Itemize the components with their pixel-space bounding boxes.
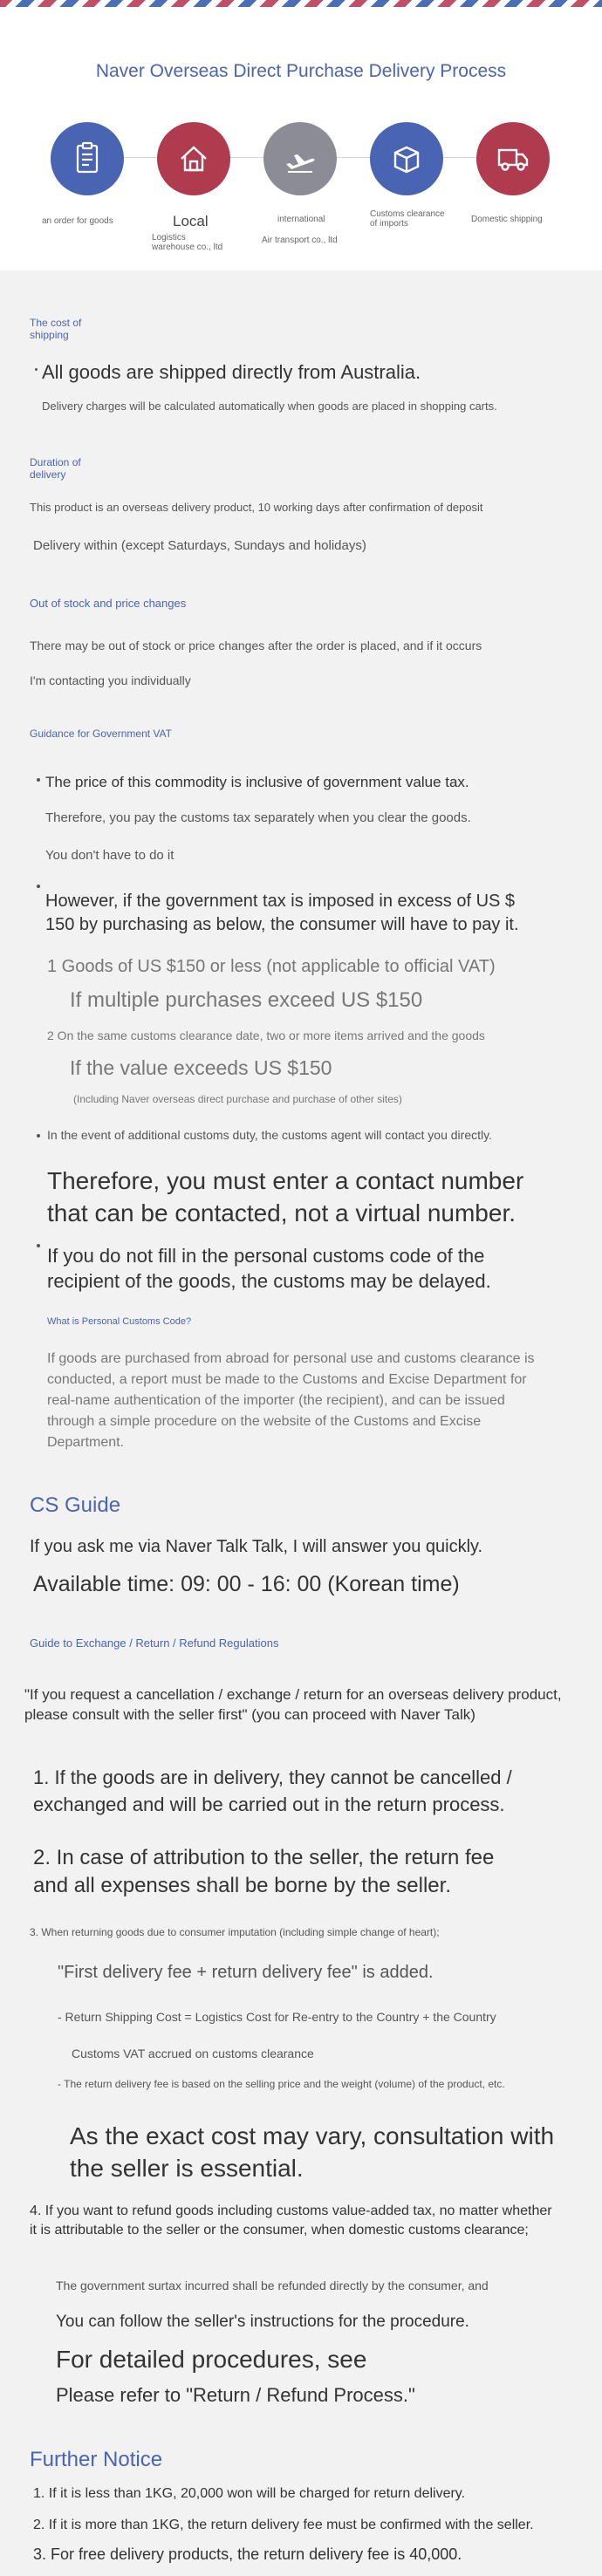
vat-line5: In the event of additional customs duty, the customs agent will contact you directly. [47, 1128, 492, 1142]
step-label-international: international [277, 215, 325, 224]
shipping-cost-line2: Delivery charges will be calculated automatically when goods are placed in shopping carts. [42, 400, 497, 413]
home-icon [157, 122, 230, 195]
step-label-customs: Customs clearance of imports [370, 209, 445, 229]
exchange-p1: 1. If the goods are in delivery, they cannot be cancelled / exchanged and will be carried out in the return process. [33, 1766, 512, 1815]
notice-item-2: 2. If it is more than 1KG, the return delivery fee must be confirmed with the seller. [33, 2518, 534, 2532]
process-title: Naver Overseas Direct Purchase Delivery Process [95, 61, 507, 81]
step-label-order: an order for goods [42, 216, 113, 226]
airmail-border [0, 0, 602, 7]
step-label-local: Local [173, 213, 209, 229]
order-form-icon [51, 122, 124, 195]
truck-icon [476, 122, 550, 195]
bullet [37, 778, 40, 782]
duration-line1: This product is an overseas delivery product, 10 working days after confirmation of deposit [30, 501, 483, 514]
process-section [0, 7, 602, 270]
exchange-p2: 2. In case of attribution to the seller, the return fee and all expenses shall be borne by the seller. [33, 1846, 495, 1897]
exchange-p3: 3. When returning goods due to consumer imputation (including simple change of heart); [30, 1926, 440, 1938]
vat-line6: Therefore, you must enter a contact number that can be contacted, not a virtual number. [47, 1167, 524, 1227]
stock-line2: I'm contacting you individually [30, 673, 191, 687]
exchange-heading: Guide to Exchange / Return / Refund Regulations [30, 1636, 279, 1650]
box-icon [370, 122, 443, 195]
exchange-p3e: As the exact cost may vary, consultation with the seller is essential. [70, 2122, 555, 2182]
exchange-p4d: Please refer to "Return / Refund Process." [56, 2384, 415, 2406]
notice-heading: Further Notice [30, 2448, 163, 2471]
exchange-p4a: The government surtax incurred shall be refunded directly by the consumer, and [56, 2279, 489, 2292]
vat-heading: Guidance for Government VAT [30, 728, 172, 740]
airplane-icon [263, 122, 337, 195]
step-label-domestic: Domestic shipping [471, 215, 543, 224]
vat-line4: However, if the government tax is imposed in excess of US $ 150 by purchasing as below, the consumer will have to pay it. [45, 892, 519, 934]
exchange-p4c: For detailed procedures, see [56, 2346, 367, 2373]
vat-line2: Therefore, you pay the customs tax separately when you clear the goods. [45, 810, 471, 825]
vat-line7: If you do not fill in the personal customs code of the recipient of the goods, the customs may be delayed. [47, 1245, 491, 1292]
bullet [37, 1244, 40, 1247]
cs-line1: If you ask me via Naver Talk Talk, I will answer you quickly. [30, 1537, 483, 1556]
stock-heading: Out of stock and price changes [30, 597, 187, 610]
exchange-p4b: You can follow the seller's instructions for the procedure. [56, 2313, 469, 2331]
exchange-p3d: - The return delivery fee is based on the selling price and the weight (volume) of the product, etc. [58, 2078, 505, 2090]
notice-item-3: 3. For free delivery products, the return delivery fee is 40,000. [33, 2545, 462, 2563]
bullet [35, 368, 38, 371]
stock-line1: There may be out of stock or price changes after the order is placed, and if it occurs [30, 639, 482, 653]
customs-code-link[interactable]: What is Personal Customs Code? [47, 1316, 192, 1327]
vat-item2: 2 On the same customs clearance date, two or more items arrived and the goods [47, 1028, 485, 1042]
bullet [37, 1134, 40, 1138]
shipping-cost-line1: All goods are shipped directly from Australia. [42, 361, 421, 383]
step-label-air-transport: Air transport co., ltd [262, 236, 338, 245]
vat-item2c: (Including Naver overseas direct purchase and purchase of other sites) [73, 1093, 402, 1105]
vat-paragraph: If goods are purchased from abroad for personal use and customs clearance is conducted, a report must be made to the Customs and Excise Department for real-name authentication of the importer (the recipient), and can be issued through a simple procedure on the website of the Customs and Excise Department. [47, 1351, 535, 1450]
shipping-cost-heading: The cost of shipping [30, 317, 82, 341]
exchange-p3c: Customs VAT accrued on customs clearance [72, 2046, 314, 2060]
exchange-p4: 4. If you want to refund goods including customs value-added tax, no matter whether it is attributable to the seller or the consumer, when domestic customs clearance; [30, 2204, 552, 2238]
vat-item1: 1 Goods of US $150 or less (not applicable to official VAT) [47, 957, 496, 976]
vat-item1b: If multiple purchases exceed US $150 [70, 988, 423, 1012]
notice-item-1: 1. If it is less than 1KG, 20,000 won will be charged for return delivery. [33, 2486, 466, 2501]
vat-line3: You don't have to do it [45, 848, 174, 863]
exchange-intro: "If you request a cancellation / exchange / return for an overseas delivery product, please consult with the seller first" (you can proceed with Naver Talk) [24, 1686, 562, 1723]
vat-line1: The price of this commodity is inclusive of government value tax. [45, 774, 469, 790]
exchange-p3b: - Return Shipping Cost = Logistics Cost for Re-entry to the Country + the Country [58, 2010, 496, 2024]
step-label-warehouse: Logistics warehouse co., ltd [152, 233, 223, 252]
vat-item2b: If the value exceeds US $150 [70, 1056, 332, 1079]
exchange-p3a: "First delivery fee + return delivery fee" is added. [58, 1963, 434, 1982]
duration-line2: Delivery within (except Saturdays, Sundays and holidays) [33, 538, 366, 553]
bullet [37, 885, 40, 888]
cs-heading: CS Guide [30, 1493, 121, 1517]
duration-heading: Duration of delivery [30, 456, 81, 481]
cs-line2: Available time: 09: 00 - 16: 00 (Korean time) [33, 1572, 460, 1596]
